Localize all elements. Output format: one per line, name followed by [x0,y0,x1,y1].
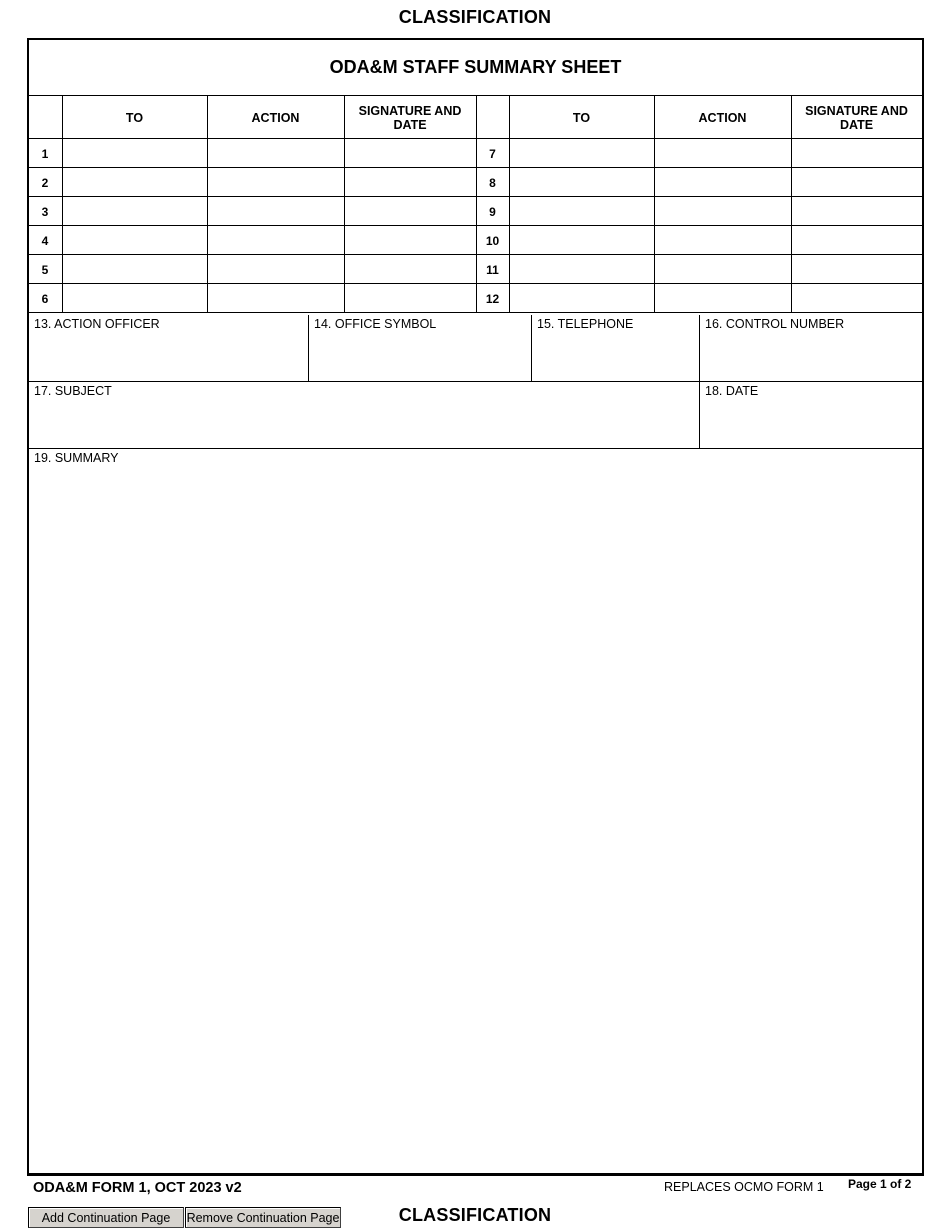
add-continuation-page-button[interactable]: Add Continuation Page [28,1207,184,1228]
control-number-field[interactable] [700,315,922,382]
date-field[interactable] [700,382,922,449]
routing-signature-input[interactable] [345,197,476,225]
replaces-note: REPLACES OCMO FORM 1 [664,1180,824,1194]
summary-label: 19. SUMMARY [34,451,119,465]
routing-action-input[interactable] [655,284,791,312]
routing-to-input[interactable] [63,139,207,167]
routing-row-number: 3 [41,204,49,219]
header-to-right: TO [572,110,591,125]
routing-signature-input[interactable] [792,284,922,312]
routing-to-input[interactable] [510,226,654,254]
telephone-label: 15. TELEPHONE [537,317,634,331]
page-indicator: Page 1 of 2 [848,1177,912,1191]
routing-signature-input[interactable] [792,255,922,283]
routing-row-number: 7 [489,146,496,161]
form-title: ODA&M STAFF SUMMARY SHEET [29,40,922,96]
routing-action-input[interactable] [208,197,344,225]
routing-action-input[interactable] [208,139,344,167]
staff-summary-form [27,38,924,1176]
routing-to-input[interactable] [510,255,654,283]
routing-signature-input[interactable] [345,255,476,283]
routing-to-input[interactable] [63,284,207,312]
header-to-left: TO [125,110,144,125]
header-signature-left: SIGNATURE AND DATE [358,103,462,132]
classification-top: CLASSIFICATION [398,7,552,27]
date-label: 18. DATE [705,384,759,398]
routing-to-input[interactable] [510,197,654,225]
routing-row-number: 2 [41,175,49,190]
routing-signature-input[interactable] [792,197,922,225]
summary-field[interactable] [29,449,922,1173]
routing-to-input[interactable] [510,284,654,312]
routing-row-number: 12 [485,291,500,306]
routing-action-input[interactable] [655,255,791,283]
header-signature-right: SIGNATURE AND DATE [805,103,908,132]
routing-row-number: 1 [41,146,49,161]
routing-row-number: 4 [41,233,49,248]
routing-row-number: 9 [489,204,496,219]
routing-row-number: 10 [485,233,500,248]
form-identifier: ODA&M FORM 1, OCT 2023 v2 [33,1180,242,1196]
routing-to-input[interactable] [510,139,654,167]
control-number-label: 16. CONTROL NUMBER [705,317,845,331]
telephone-field[interactable] [532,315,700,382]
office-symbol-label: 14. OFFICE SYMBOL [314,317,437,331]
routing-action-input[interactable] [208,226,344,254]
routing-signature-input[interactable] [345,226,476,254]
routing-to-input[interactable] [510,168,654,196]
routing-action-input[interactable] [208,168,344,196]
header-action-right: ACTION [698,110,747,125]
routing-to-input[interactable] [63,255,207,283]
routing-action-input[interactable] [655,168,791,196]
routing-action-input[interactable] [208,255,344,283]
subject-label: 17. SUBJECT [34,384,112,398]
routing-signature-input[interactable] [345,168,476,196]
routing-to-input[interactable] [63,197,207,225]
office-symbol-field[interactable] [309,315,532,382]
routing-action-input[interactable] [655,197,791,225]
routing-action-input[interactable] [208,284,344,312]
action-officer-label: 13. ACTION OFFICER [34,317,160,331]
classification-bottom: CLASSIFICATION [398,1205,552,1225]
routing-row-number: 8 [489,175,496,190]
routing-to-input[interactable] [63,226,207,254]
routing-signature-input[interactable] [792,139,922,167]
routing-signature-input[interactable] [345,139,476,167]
action-officer-field[interactable] [29,315,309,382]
routing-row-number: 6 [41,291,49,306]
routing-action-input[interactable] [655,139,791,167]
routing-signature-input[interactable] [792,226,922,254]
header-action-left: ACTION [251,110,300,125]
routing-signature-input[interactable] [792,168,922,196]
routing-row-number: 5 [41,262,49,277]
subject-field[interactable] [29,382,700,449]
remove-continuation-page-button[interactable]: Remove Continuation Page [185,1207,341,1228]
routing-row-number: 11 [486,262,499,277]
routing-action-input[interactable] [655,226,791,254]
routing-signature-input[interactable] [345,284,476,312]
routing-to-input[interactable] [63,168,207,196]
